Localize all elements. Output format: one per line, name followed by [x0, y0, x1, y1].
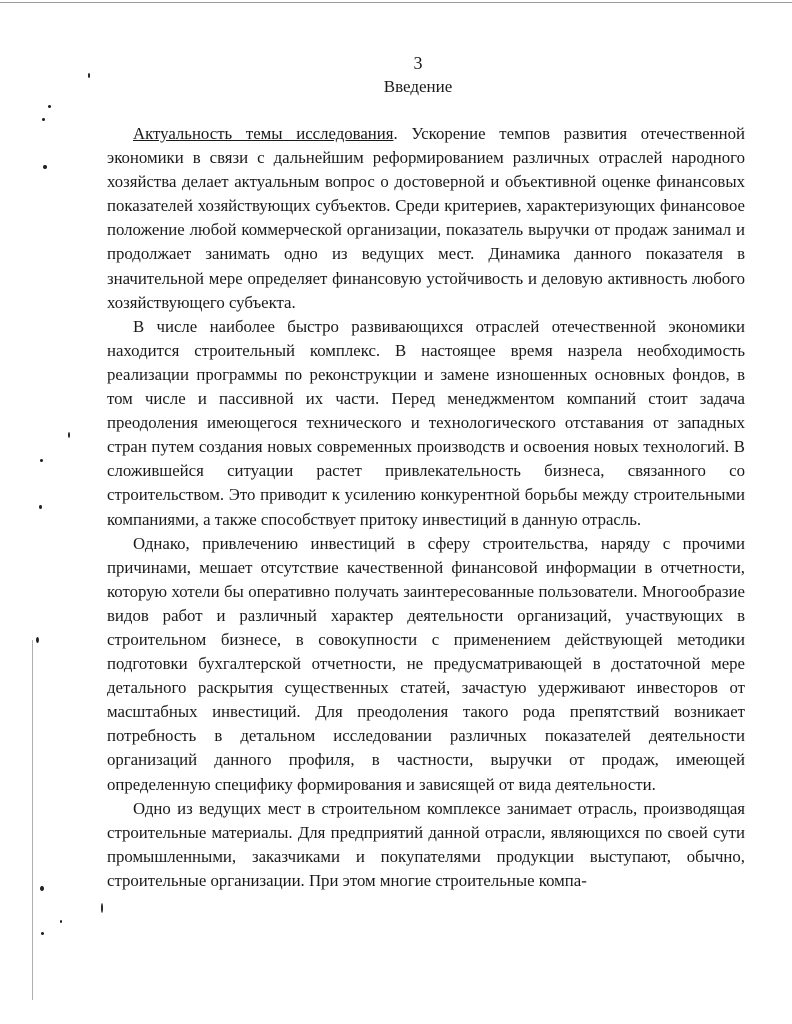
scan-speck: [42, 118, 45, 121]
scan-speck: [43, 165, 47, 169]
scan-left-edge: [32, 640, 33, 1000]
page-number: 3: [413, 53, 423, 73]
paragraph-investment: Однако, привлечению инвестиций в сферу строительства, наряду с прочими причинами, мешает отсутствие качественной финансовой информации в отчетности, которую хотели бы оперативно получать заинтересованные пользователи. Многообразие видов работ и различный характер деятельности организаций, участвующих в строительном бизнесе, в совокупности с применением действующей методики подготовки бухгалтерской отчетности, не предусматривающей в достаточной мере детального раскрытия существенных статей, зачастую удерживают инвесторов от масштабных инвестиций. Для преодоления такого рода препятствий возникает потребность в детальном исследовании различных показателей деятельности организаций данного профиля, в частности, выручки от продаж, имеющей определенную специфику формирования и зависящей от вида деятельности.: [107, 533, 745, 794]
scan-speck: [48, 105, 51, 108]
scan-speck: [40, 886, 44, 891]
paragraph-relevance: [107, 122, 745, 315]
scan-speck: [60, 920, 62, 923]
paragraph-text: Ускорение темпов развития отечественной экономики в связи с дальнейшим реформированием различных отраслей народного хозяйства делает актуальным вопрос о достоверной и объективной оценке финансовых показателей хозяйствующих субъектов. Среди критериев, характеризующих финансовое положение любой коммерческой организации, показатель выручки от продаж занимал и продолжает занимать одно из ведущих мест. Динамика данного показателя в значительной мере определяет финансовую устойчивость и деловую активность любого хозяйствующего субъекта.: [107, 124, 745, 312]
scan-speck: [36, 637, 39, 643]
scan-top-edge: [0, 2, 792, 3]
scan-speck: [41, 932, 44, 935]
scan-speck: [101, 903, 103, 913]
paragraph-building-materials: Одно из ведущих мест в строительном комплексе занимает отрасль, производящая строительные материалы. Для предприятий данной отрасли, являющихся по своей сути промышленными, заказчиками и покупателями продукции выступают, обычно, строительные организации. При этом многие строительные компа-: [107, 798, 745, 890]
scan-speck: [68, 432, 70, 438]
relevance-heading: Актуальность темы исследования: [133, 124, 394, 143]
scan-speck: [39, 505, 42, 509]
scan-speck: [88, 73, 90, 78]
section-title: Введение: [383, 77, 453, 96]
relevance-heading-punct: .: [393, 124, 398, 143]
body-text: [107, 122, 745, 893]
scan-speck: [40, 459, 43, 462]
paragraph-construction-complex: В числе наиболее быстро развивающихся отраслей отечественной экономики находится строительный комплекс. В настоящее время назрела необходимость реализации программы по реконструкции и замене изношенных основных фондов, в том числе и пассивной их части. Перед менеджментом компаний стоит задача преодоления имеющегося технического и технологического отставания от западных стран путем создания новых современных производств и освоения новых технологий. В сложившейся ситуации растет привлекательность бизнеса, связанного со строительством. Это приводит к усилению конкурентной борьбы между строительными компаниями, а также способствует притоку инвестиций в данную отрасль.: [107, 316, 745, 529]
